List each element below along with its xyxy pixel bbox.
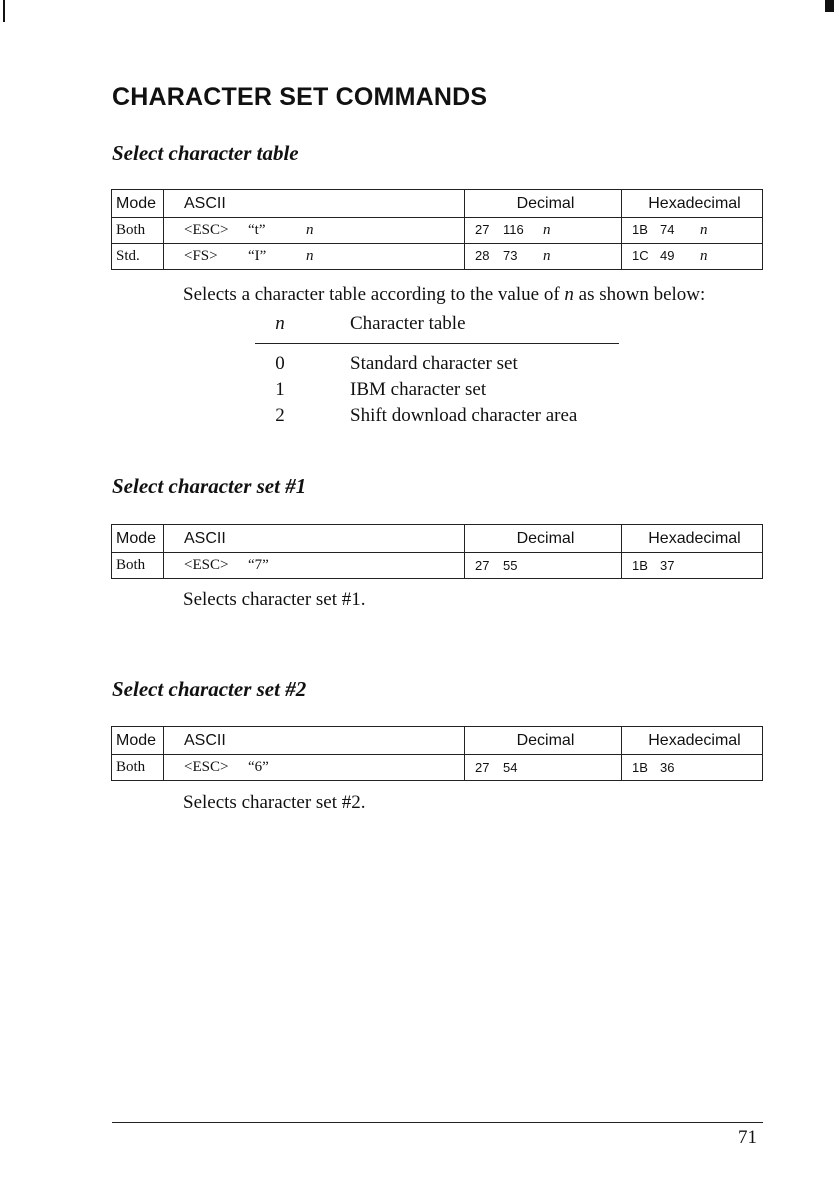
ascii-token: <ESC> (184, 222, 229, 238)
ascii-cell (164, 244, 465, 270)
header-hexadecimal: Hexadecimal (622, 727, 763, 755)
hex-token: 1C (632, 248, 649, 263)
header-hexadecimal: Hexadecimal (622, 525, 763, 553)
value-desc: Shift download character area (350, 405, 578, 426)
ascii-token: “I” (248, 248, 267, 264)
header-ascii: ASCII (164, 190, 465, 218)
value-header-n: n (275, 313, 285, 334)
hex-token: 36 (660, 760, 675, 775)
table-header-row (112, 525, 763, 553)
decimal-token: 27 (475, 222, 490, 237)
ascii-param: n (306, 222, 314, 238)
value-n: 2 (275, 405, 285, 426)
hex-cell (622, 553, 763, 579)
decimal-token: 28 (475, 248, 490, 263)
table-header-row (112, 190, 763, 218)
ascii-param: n (306, 248, 314, 264)
ascii-token: <ESC> (184, 557, 229, 573)
decimal-token: 27 (475, 760, 490, 775)
hex-token: 1B (632, 558, 648, 573)
value-desc: IBM character set (350, 379, 487, 400)
mode-cell: Std. (112, 244, 164, 270)
header-decimal: Decimal (465, 525, 622, 553)
hex-token: 74 (660, 222, 675, 237)
value-table-header (255, 313, 619, 339)
decimal-cell (465, 755, 622, 781)
mode-cell: Both (112, 553, 164, 579)
description-text: as shown below: (573, 284, 706, 305)
decimal-cell (465, 553, 622, 579)
value-desc: Standard character set (350, 353, 518, 374)
header-mode: Mode (112, 727, 164, 755)
hex-token: 1B (632, 760, 648, 775)
header-hexadecimal: Hexadecimal (622, 190, 763, 218)
hex-token: 37 (660, 558, 675, 573)
ascii-token: “t” (248, 222, 266, 238)
table-row (112, 553, 763, 579)
section-heading-character-set-1: Select character set #1 (112, 474, 307, 498)
list-item (255, 353, 619, 379)
description-param: n (564, 284, 574, 305)
list-item (255, 379, 619, 405)
value-n: 0 (275, 353, 285, 374)
ascii-token: “6” (248, 759, 269, 775)
hex-param: n (700, 248, 708, 264)
hex-cell (622, 244, 763, 270)
header-decimal: Decimal (465, 190, 622, 218)
decimal-token: 55 (503, 558, 518, 573)
page-edge-mark (3, 0, 5, 22)
hex-param: n (700, 222, 708, 238)
ascii-cell (164, 755, 465, 781)
description-character-set-2: Selects character set #2. (183, 792, 366, 813)
decimal-token: 116 (503, 222, 524, 237)
decimal-param: n (543, 248, 551, 264)
description-character-set-1: Selects character set #1. (183, 589, 366, 610)
decimal-token: 27 (475, 558, 490, 573)
table-row (112, 244, 763, 270)
hex-token: 1B (632, 222, 648, 237)
decimal-token: 54 (503, 760, 518, 775)
header-ascii: ASCII (164, 525, 465, 553)
header-mode: Mode (112, 525, 164, 553)
table-row (112, 755, 763, 781)
footer-rule (112, 1122, 763, 1123)
decimal-param: n (543, 222, 551, 238)
section-heading-character-set-2: Select character set #2 (112, 677, 307, 701)
hex-cell (622, 218, 763, 244)
page-number: 71 (738, 1127, 757, 1148)
header-ascii: ASCII (164, 727, 465, 755)
ascii-cell (164, 218, 465, 244)
hex-cell (622, 755, 763, 781)
list-item (255, 405, 619, 431)
ascii-token: <FS> (184, 248, 218, 264)
corner-tab-mark (825, 0, 834, 12)
command-table-character-set-1 (111, 524, 763, 579)
value-table-rule (255, 343, 619, 344)
mode-cell: Both (112, 218, 164, 244)
hex-token: 49 (660, 248, 675, 263)
page-title: CHARACTER SET COMMANDS (112, 83, 488, 111)
header-mode: Mode (112, 190, 164, 218)
command-table-character-set-2 (111, 726, 763, 781)
decimal-cell (465, 218, 622, 244)
table-header-row (112, 727, 763, 755)
section-heading-select-character-table: Select character table (112, 141, 299, 165)
command-table-character-table (111, 189, 763, 270)
value-n: 1 (275, 379, 285, 400)
description-text: Selects a character table according to the value of (183, 284, 565, 305)
description-character-table (183, 284, 705, 306)
value-header-desc: Character table (350, 313, 466, 334)
mode-cell: Both (112, 755, 164, 781)
decimal-token: 73 (503, 248, 518, 263)
ascii-token: <ESC> (184, 759, 229, 775)
ascii-token: “7” (248, 557, 269, 573)
ascii-cell (164, 553, 465, 579)
table-row (112, 218, 763, 244)
decimal-cell (465, 244, 622, 270)
header-decimal: Decimal (465, 727, 622, 755)
